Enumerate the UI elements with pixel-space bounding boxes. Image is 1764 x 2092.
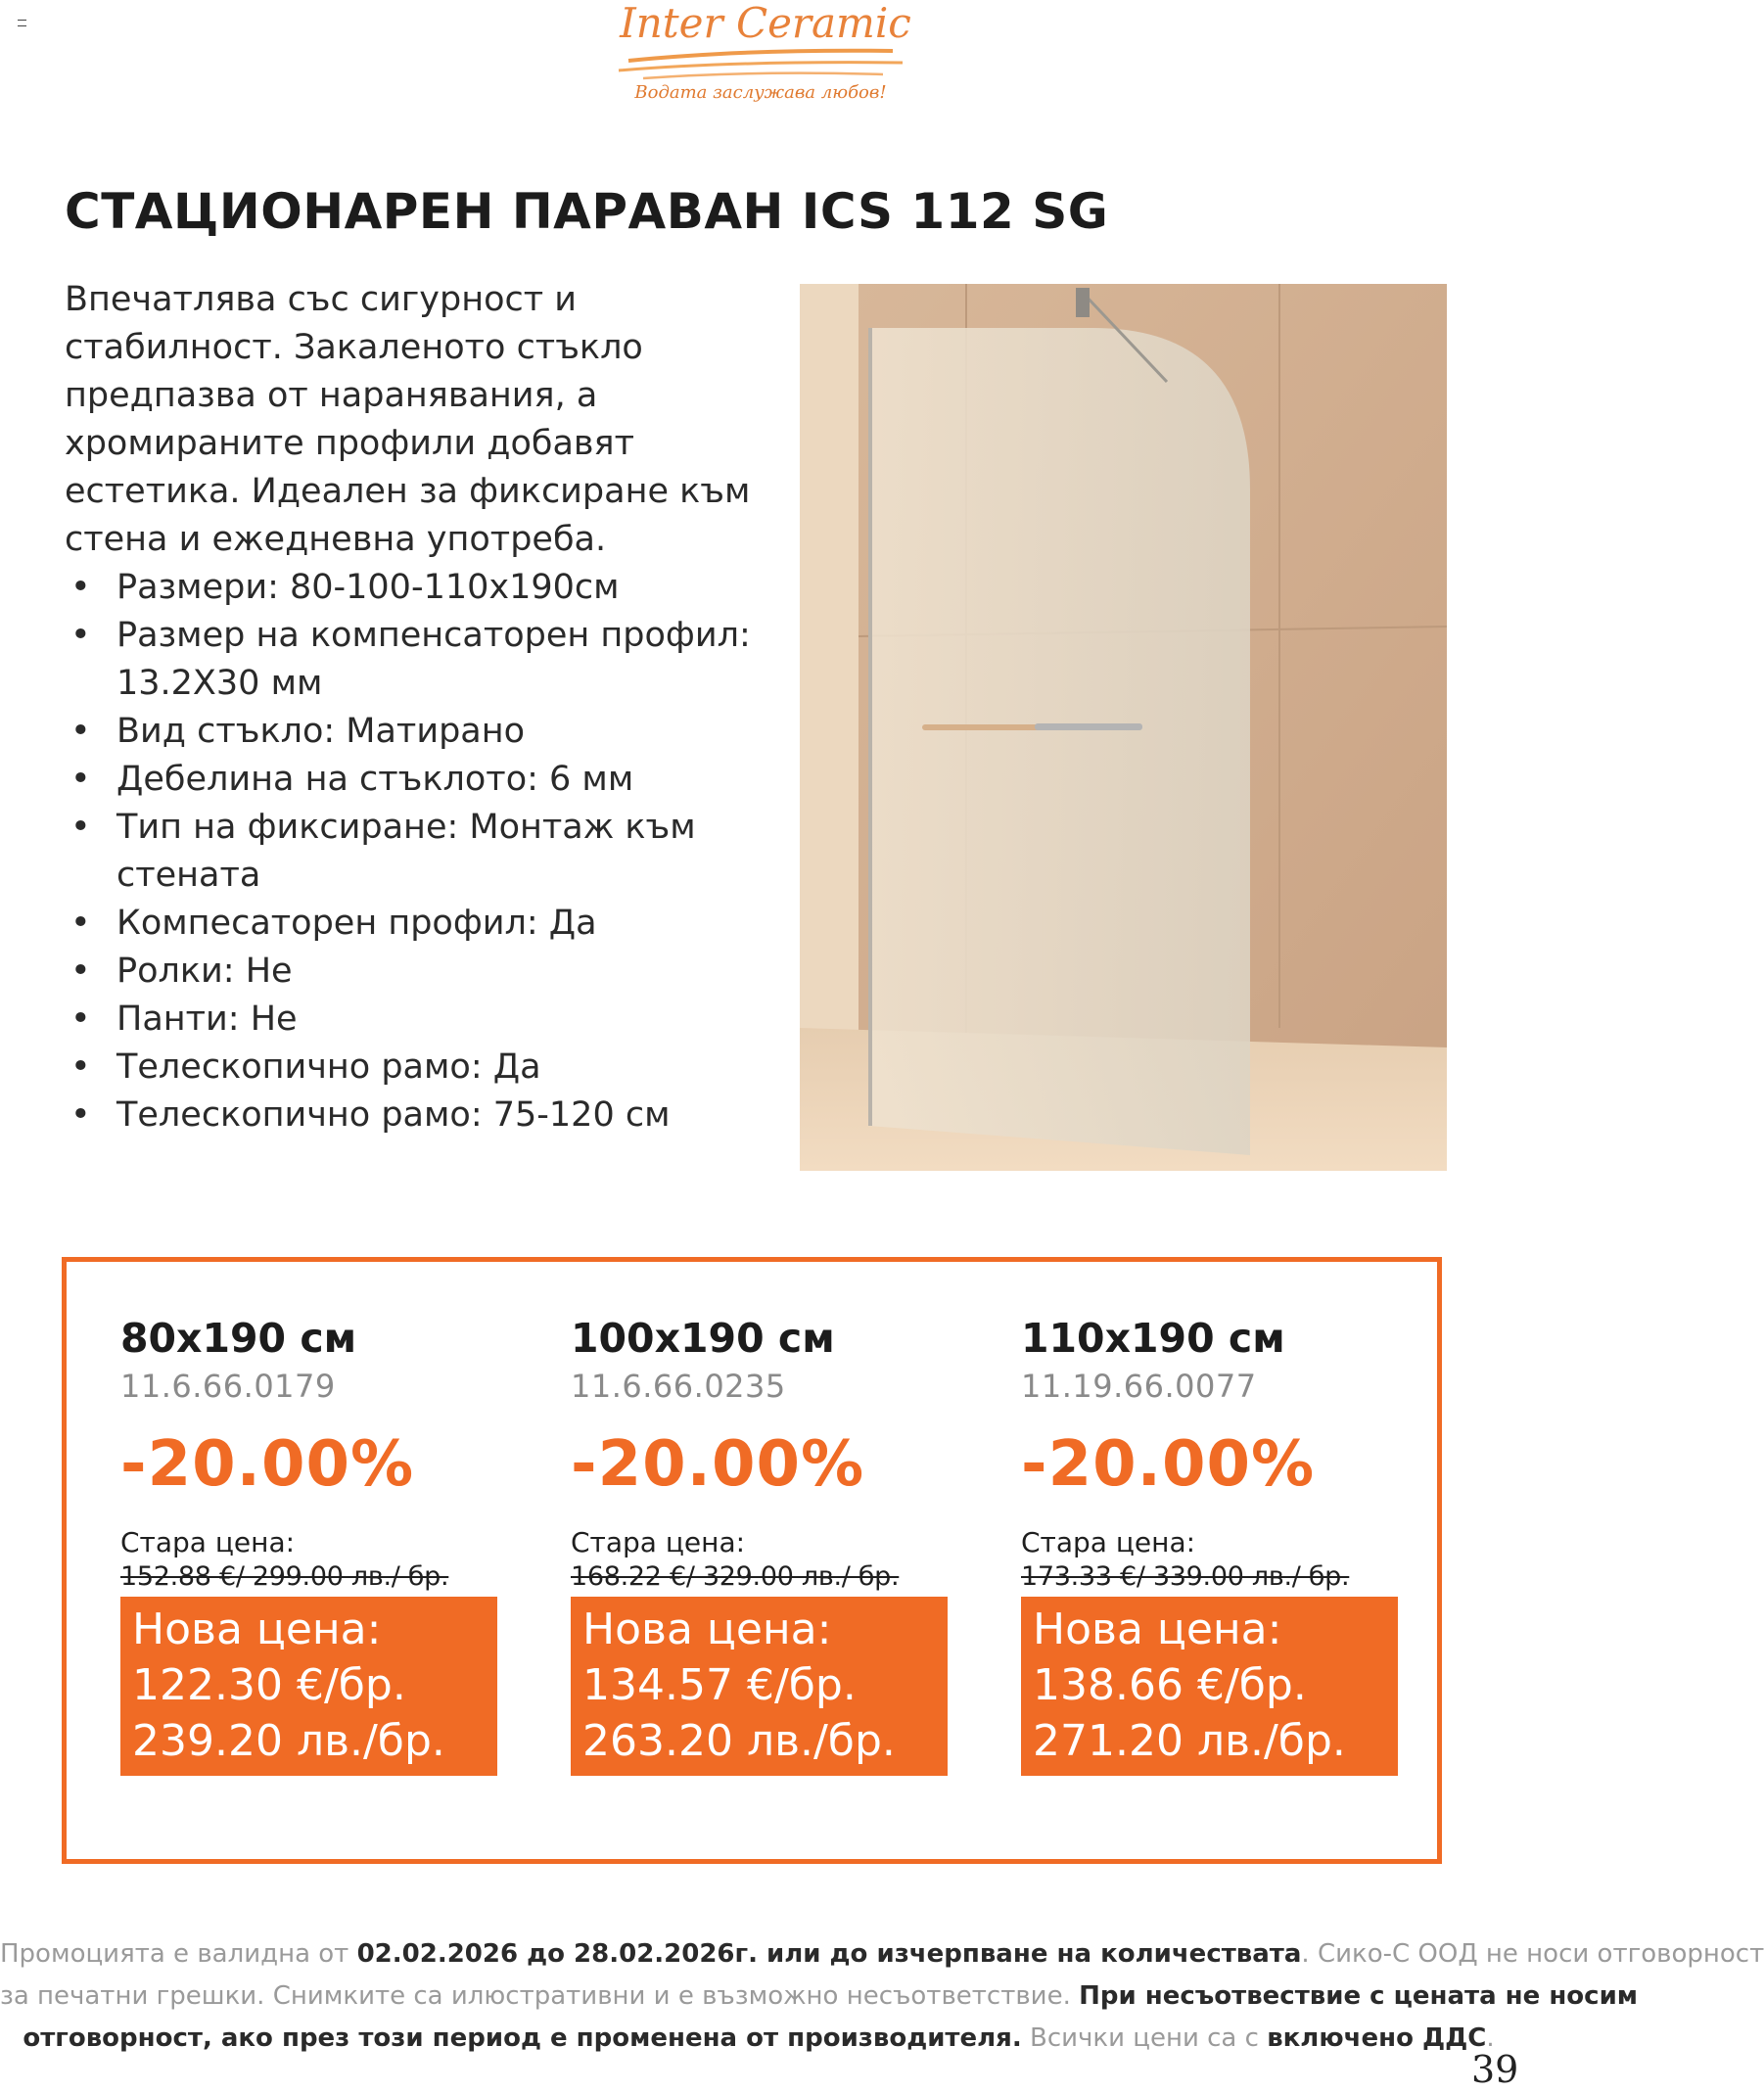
product-title: СТАЦИОНАРЕН ПАРАВАН ICS 112 SG xyxy=(65,183,1109,240)
footer-disclaimer xyxy=(0,1933,1764,2060)
feature-item: • Компесаторен профил: Да xyxy=(65,900,769,948)
variant-size: 80x190 см xyxy=(120,1315,357,1362)
footer-bold-text: отговорност, ако през този период е променена от производителя. xyxy=(23,2023,1022,2053)
feature-list xyxy=(65,564,769,1139)
footer-text: за печатни грешки. Снимките са илюстративни и е възможно несъответствие. xyxy=(0,1981,1080,2011)
feature-item: • Ролки: Не xyxy=(65,948,769,996)
old-price: 152.88 €/ 299.00 лв./ бр. xyxy=(120,1561,449,1592)
feature-item: • Телескопично рамо: 75-120 см xyxy=(65,1092,769,1139)
variant-code: 11.6.66.0179 xyxy=(120,1368,336,1405)
logo-name: Inter Ceramic xyxy=(620,0,911,47)
footer-line xyxy=(0,1933,1764,1976)
new-price-bgn: 239.20 лв./бр. xyxy=(132,1716,445,1766)
variant-code: 11.6.66.0235 xyxy=(571,1368,786,1405)
product-description: Впечатлява със сигурност и стабилност. Закаленото стъкло предпазва от наранявания, а хромираните профили добавят естетика. Идеален за фиксиране към стена и ежедневна употреба. xyxy=(65,280,751,559)
variant-size: 100x190 см xyxy=(571,1315,835,1362)
feature-item: • Размери: 80-100-110х190см xyxy=(65,564,769,612)
old-price-label: Стара цена: xyxy=(1021,1526,1196,1558)
old-price-label: Стара цена: xyxy=(120,1526,296,1558)
new-price-label: Нова цена: xyxy=(132,1604,382,1654)
footer-bold-text: 02.02.2026 до 28.02.2026г. или до изчерпване на количествата xyxy=(356,1939,1302,1969)
feature-item: • Тип на фиксиране: Монтаж към стената xyxy=(65,804,769,900)
new-price-box xyxy=(571,1597,948,1776)
brand-logo xyxy=(599,0,922,113)
product-photo xyxy=(800,284,1447,1171)
corner-mark xyxy=(18,20,26,26)
offer-variant xyxy=(1021,1314,1403,1776)
feature-item: • Дебелина на стъклото: 6 мм xyxy=(65,756,769,804)
footer-text: . xyxy=(1486,2023,1495,2053)
old-price: 168.22 €/ 329.00 лв./ бр. xyxy=(571,1561,900,1592)
variant-size: 110x190 см xyxy=(1021,1315,1285,1362)
footer-bold-text: включено ДДС xyxy=(1267,2023,1487,2053)
product-description-block xyxy=(65,276,769,1139)
feature-item: • Размер на компенсаторен профил: 13.2Х30 мм xyxy=(65,612,769,708)
new-price-bgn: 271.20 лв./бр. xyxy=(1033,1716,1346,1766)
new-price-box xyxy=(1021,1597,1398,1776)
discount-label: -20.00% xyxy=(571,1428,865,1501)
footer-text: . Сико-С ООД не носи отговорност xyxy=(1301,1939,1764,1969)
discount-label: -20.00% xyxy=(1021,1428,1316,1501)
offer-variant xyxy=(571,1314,952,1776)
footer-line xyxy=(0,1976,1639,2018)
footer-line xyxy=(0,2018,1517,2060)
new-price-label: Нова цена: xyxy=(1033,1604,1282,1654)
new-price-eur: 122.30 €/бр. xyxy=(132,1660,406,1710)
new-price-bgn: 263.20 лв./бр. xyxy=(582,1716,896,1766)
new-price-box xyxy=(120,1597,497,1776)
old-price-label: Стара цена: xyxy=(571,1526,746,1558)
logo-tagline: Водата заслужава любов! xyxy=(634,82,887,103)
feature-item: • Телескопично рамо: Да xyxy=(65,1044,769,1092)
footer-bold-text: При несъотвествие с цената не носим xyxy=(1079,1981,1639,2011)
new-price-eur: 138.66 €/бр. xyxy=(1033,1660,1307,1710)
variant-code: 11.19.66.0077 xyxy=(1021,1368,1257,1405)
offer-box xyxy=(62,1257,1442,1864)
offer-variant xyxy=(120,1314,502,1776)
new-price-eur: 134.57 €/бр. xyxy=(582,1660,857,1710)
page-number: 39 xyxy=(1471,2048,1519,2091)
discount-label: -20.00% xyxy=(120,1428,415,1501)
feature-item: • Панти: Не xyxy=(65,996,769,1044)
new-price-label: Нова цена: xyxy=(582,1604,832,1654)
footer-text: Всички цени са с xyxy=(1021,2023,1268,2053)
feature-item: • Вид стъкло: Матирано xyxy=(65,708,769,756)
footer-text: Промоцията е валидна от xyxy=(0,1939,357,1969)
old-price: 173.33 €/ 339.00 лв./ бр. xyxy=(1021,1561,1350,1592)
